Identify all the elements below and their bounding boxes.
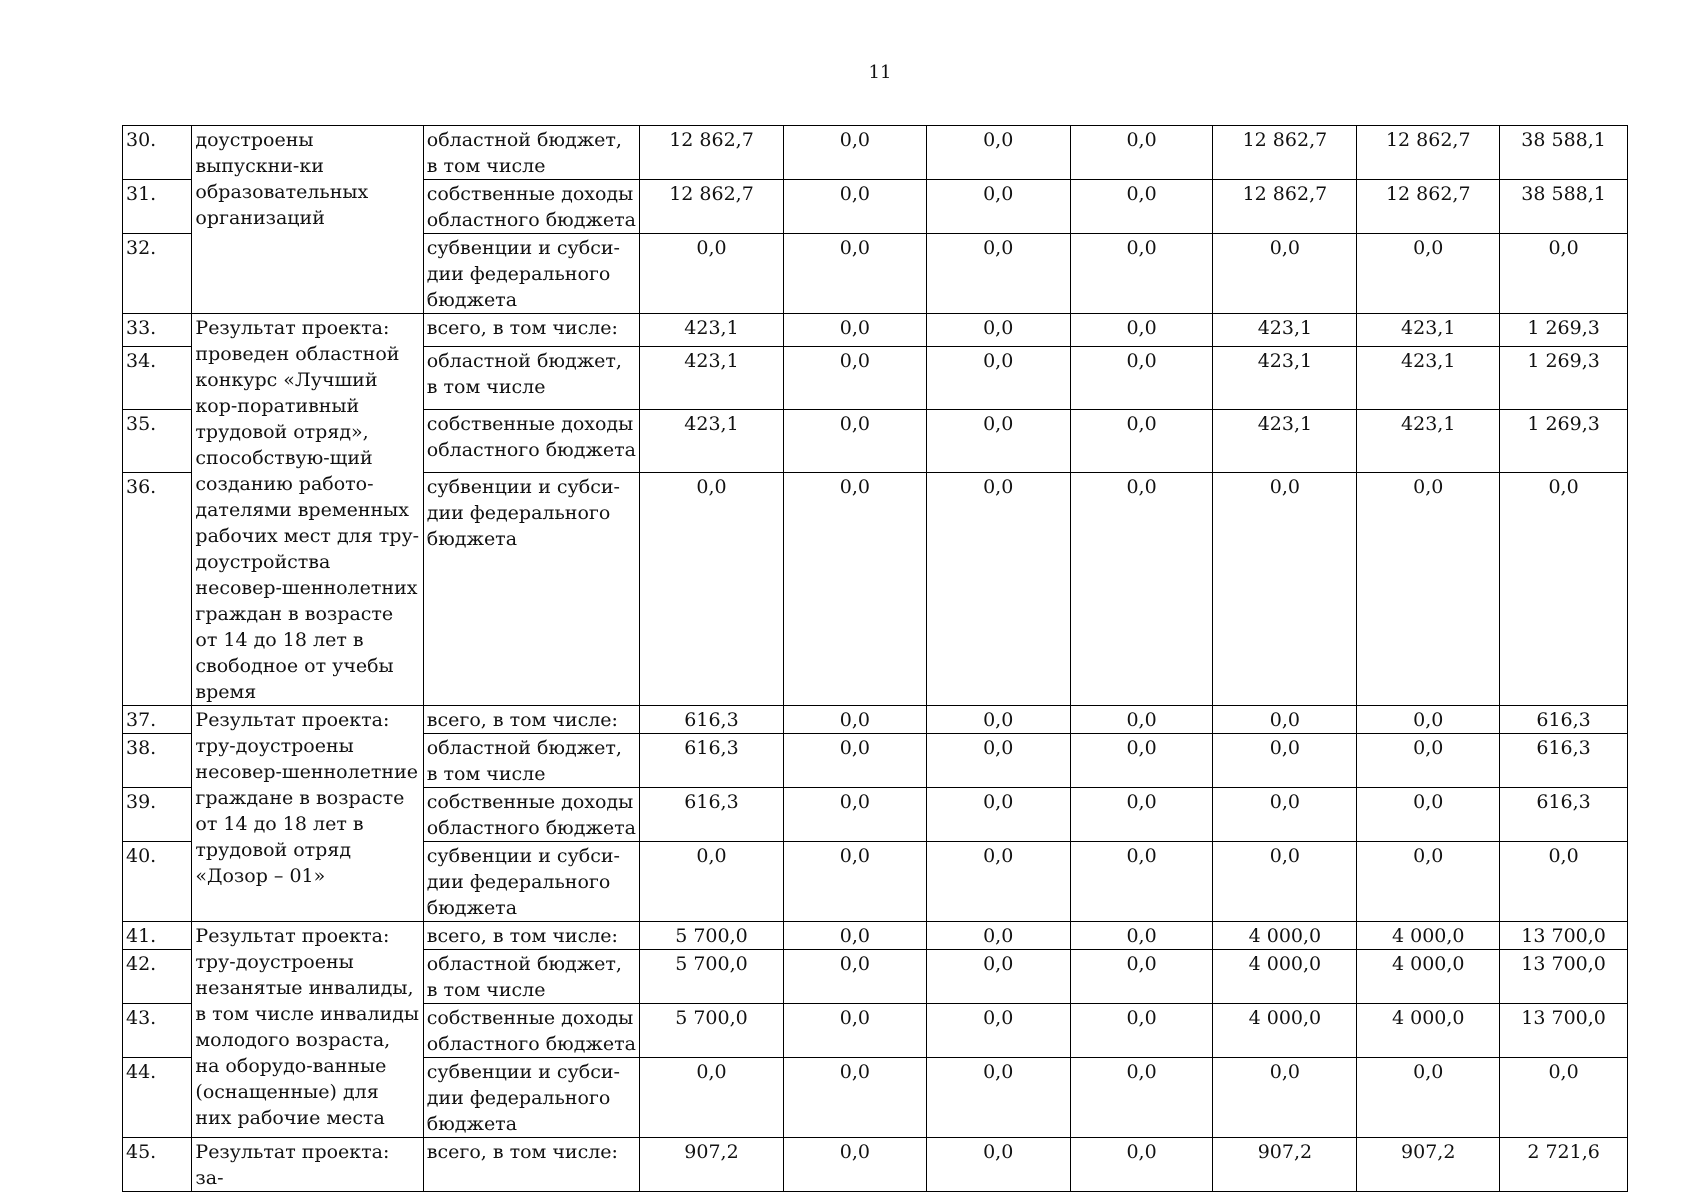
year-value: 0,0 — [783, 126, 926, 180]
year-value: 0,0 — [783, 1058, 926, 1138]
funding-source: субвенции и субси-дии федерального бюджета — [423, 234, 639, 314]
year-value: 0,0 — [1070, 314, 1213, 347]
funding-source: всего, в том числе: — [423, 314, 639, 347]
year-value: 423,1 — [1357, 409, 1500, 472]
year-value: 423,1 — [1357, 314, 1500, 347]
total-value: 0,0 — [1500, 234, 1628, 314]
year-value: 12 862,7 — [1357, 180, 1500, 234]
year-value: 0,0 — [783, 842, 926, 922]
year-value: 423,1 — [1213, 346, 1357, 409]
funding-source: собственные доходы областного бюджета — [423, 788, 639, 842]
year-value: 0,0 — [1213, 734, 1357, 788]
year-value: 423,1 — [640, 409, 784, 472]
row-number: 40. — [123, 842, 192, 922]
year-value: 0,0 — [1070, 409, 1213, 472]
project-result-description: Результат проекта: проведен областной конкурс «Лучший кор-поративный трудовой отряд», способствую-щий созданию работо-дателями временных рабочих мест для тру-доустройства несовер-шеннолетних граждан в возрасте от 14 до 18 лет в свободное от учебы время — [192, 314, 423, 706]
year-value: 0,0 — [1213, 234, 1357, 314]
year-value: 0,0 — [1357, 788, 1500, 842]
row-number: 30. — [123, 126, 192, 180]
total-value: 13 700,0 — [1500, 1004, 1628, 1058]
year-value: 0,0 — [1357, 842, 1500, 922]
year-value: 4 000,0 — [1357, 922, 1500, 950]
project-result-description: Результат проекта: за- — [192, 1138, 423, 1192]
table-row — [123, 706, 1628, 734]
table-row — [123, 1138, 1628, 1192]
year-value: 907,2 — [1357, 1138, 1500, 1192]
year-value: 0,0 — [1070, 126, 1213, 180]
year-value: 5 700,0 — [640, 950, 784, 1004]
year-value: 0,0 — [1070, 922, 1213, 950]
year-value: 423,1 — [1357, 346, 1500, 409]
total-value: 1 269,3 — [1500, 409, 1628, 472]
year-value: 0,0 — [640, 1058, 784, 1138]
year-value: 0,0 — [1213, 472, 1357, 705]
total-value: 616,3 — [1500, 706, 1628, 734]
total-value: 13 700,0 — [1500, 950, 1628, 1004]
table-row — [123, 126, 1628, 180]
row-number: 37. — [123, 706, 192, 734]
row-number: 32. — [123, 234, 192, 314]
year-value: 0,0 — [926, 1058, 1070, 1138]
year-value: 0,0 — [783, 706, 926, 734]
year-value: 0,0 — [926, 126, 1070, 180]
year-value: 12 862,7 — [640, 180, 784, 234]
year-value: 5 700,0 — [640, 922, 784, 950]
funding-source: областной бюджет, в том числе — [423, 346, 639, 409]
year-value: 0,0 — [1070, 234, 1213, 314]
year-value: 0,0 — [926, 842, 1070, 922]
year-value: 0,0 — [1070, 1004, 1213, 1058]
year-value: 0,0 — [1213, 706, 1357, 734]
year-value: 0,0 — [783, 922, 926, 950]
total-value: 1 269,3 — [1500, 314, 1628, 347]
year-value: 0,0 — [926, 706, 1070, 734]
row-number: 39. — [123, 788, 192, 842]
year-value: 0,0 — [926, 409, 1070, 472]
year-value: 5 700,0 — [640, 1004, 784, 1058]
year-value: 12 862,7 — [640, 126, 784, 180]
year-value: 0,0 — [1070, 706, 1213, 734]
year-value: 4 000,0 — [1213, 1004, 1357, 1058]
year-value: 0,0 — [1357, 234, 1500, 314]
funding-source: областной бюджет, в том числе — [423, 126, 639, 180]
project-result-description: Результат проекта: тру-доустроены незанятые инвалиды, в том числе инвалиды молодого возраста, на оборудо-ванные (оснащенные) для них рабочие места — [192, 922, 423, 1138]
year-value: 0,0 — [926, 314, 1070, 347]
year-value: 0,0 — [640, 234, 784, 314]
year-value: 12 862,7 — [1213, 180, 1357, 234]
row-number: 33. — [123, 314, 192, 347]
year-value: 423,1 — [1213, 314, 1357, 347]
year-value: 4 000,0 — [1357, 950, 1500, 1004]
year-value: 0,0 — [926, 1004, 1070, 1058]
year-value: 0,0 — [783, 314, 926, 347]
funding-source: субвенции и субси-дии федерального бюджета — [423, 472, 639, 705]
funding-source: собственные доходы областного бюджета — [423, 1004, 639, 1058]
project-result-description: доустроены выпускни-ки образовательных организаций — [192, 126, 423, 314]
funding-source: собственные доходы областного бюджета — [423, 180, 639, 234]
year-value: 0,0 — [783, 788, 926, 842]
year-value: 616,3 — [640, 788, 784, 842]
year-value: 0,0 — [926, 472, 1070, 705]
total-value: 616,3 — [1500, 734, 1628, 788]
year-value: 0,0 — [926, 734, 1070, 788]
row-number: 45. — [123, 1138, 192, 1192]
year-value: 0,0 — [926, 346, 1070, 409]
row-number: 44. — [123, 1058, 192, 1138]
year-value: 0,0 — [1357, 472, 1500, 705]
table-row — [123, 922, 1628, 950]
funding-source: собственные доходы областного бюджета — [423, 409, 639, 472]
year-value: 12 862,7 — [1357, 126, 1500, 180]
funding-source: всего, в том числе: — [423, 706, 639, 734]
total-value: 0,0 — [1500, 842, 1628, 922]
project-result-description: Результат проекта: тру-доустроены несовер-шеннолетние граждане в возрасте от 14 до 18 лет в трудовой отряд «Дозор – 01» — [192, 706, 423, 922]
funding-source: всего, в том числе: — [423, 922, 639, 950]
year-value: 0,0 — [926, 788, 1070, 842]
year-value: 616,3 — [640, 734, 784, 788]
table-body — [123, 126, 1628, 1192]
year-value: 0,0 — [1357, 706, 1500, 734]
year-value: 0,0 — [1070, 734, 1213, 788]
year-value: 0,0 — [1070, 472, 1213, 705]
year-value: 0,0 — [1070, 788, 1213, 842]
row-number: 38. — [123, 734, 192, 788]
year-value: 0,0 — [926, 180, 1070, 234]
year-value: 0,0 — [783, 234, 926, 314]
year-value: 4 000,0 — [1213, 950, 1357, 1004]
funding-source: областной бюджет, в том числе — [423, 950, 639, 1004]
row-number: 42. — [123, 950, 192, 1004]
total-value: 1 269,3 — [1500, 346, 1628, 409]
year-value: 0,0 — [926, 1138, 1070, 1192]
funding-source: областной бюджет, в том числе — [423, 734, 639, 788]
row-number: 41. — [123, 922, 192, 950]
row-number: 43. — [123, 1004, 192, 1058]
total-value: 2 721,6 — [1500, 1138, 1628, 1192]
year-value: 0,0 — [783, 950, 926, 1004]
year-value: 0,0 — [783, 409, 926, 472]
year-value: 0,0 — [1213, 1058, 1357, 1138]
year-value: 423,1 — [640, 346, 784, 409]
funding-source: всего, в том числе: — [423, 1138, 639, 1192]
year-value: 0,0 — [783, 734, 926, 788]
total-value: 38 588,1 — [1500, 180, 1628, 234]
page-number: 11 — [868, 62, 892, 83]
year-value: 0,0 — [1070, 1138, 1213, 1192]
total-value: 13 700,0 — [1500, 922, 1628, 950]
funding-source: субвенции и субси-дии федерального бюджета — [423, 1058, 639, 1138]
year-value: 0,0 — [1070, 346, 1213, 409]
total-value: 0,0 — [1500, 472, 1628, 705]
row-number: 31. — [123, 180, 192, 234]
year-value: 423,1 — [1213, 409, 1357, 472]
total-value: 616,3 — [1500, 788, 1628, 842]
table-row — [123, 314, 1628, 347]
year-value: 0,0 — [1070, 842, 1213, 922]
year-value: 907,2 — [640, 1138, 784, 1192]
year-value: 907,2 — [1213, 1138, 1357, 1192]
year-value: 0,0 — [783, 1004, 926, 1058]
row-number: 35. — [123, 409, 192, 472]
year-value: 0,0 — [1070, 950, 1213, 1004]
budget-table — [122, 125, 1628, 1192]
year-value: 0,0 — [783, 180, 926, 234]
year-value: 423,1 — [640, 314, 784, 347]
year-value: 0,0 — [926, 922, 1070, 950]
year-value: 0,0 — [1070, 180, 1213, 234]
year-value: 0,0 — [1213, 842, 1357, 922]
total-value: 0,0 — [1500, 1058, 1628, 1138]
year-value: 0,0 — [1357, 1058, 1500, 1138]
year-value: 0,0 — [1357, 734, 1500, 788]
year-value: 0,0 — [783, 346, 926, 409]
year-value: 616,3 — [640, 706, 784, 734]
year-value: 0,0 — [926, 234, 1070, 314]
year-value: 4 000,0 — [1213, 922, 1357, 950]
year-value: 12 862,7 — [1213, 126, 1357, 180]
year-value: 0,0 — [926, 950, 1070, 1004]
total-value: 38 588,1 — [1500, 126, 1628, 180]
year-value: 0,0 — [1070, 1058, 1213, 1138]
year-value: 0,0 — [783, 472, 926, 705]
year-value: 4 000,0 — [1357, 1004, 1500, 1058]
year-value: 0,0 — [640, 842, 784, 922]
funding-source: субвенции и субси-дии федерального бюджета — [423, 842, 639, 922]
year-value: 0,0 — [783, 1138, 926, 1192]
row-number: 34. — [123, 346, 192, 409]
row-number: 36. — [123, 472, 192, 705]
year-value: 0,0 — [640, 472, 784, 705]
year-value: 0,0 — [1213, 788, 1357, 842]
